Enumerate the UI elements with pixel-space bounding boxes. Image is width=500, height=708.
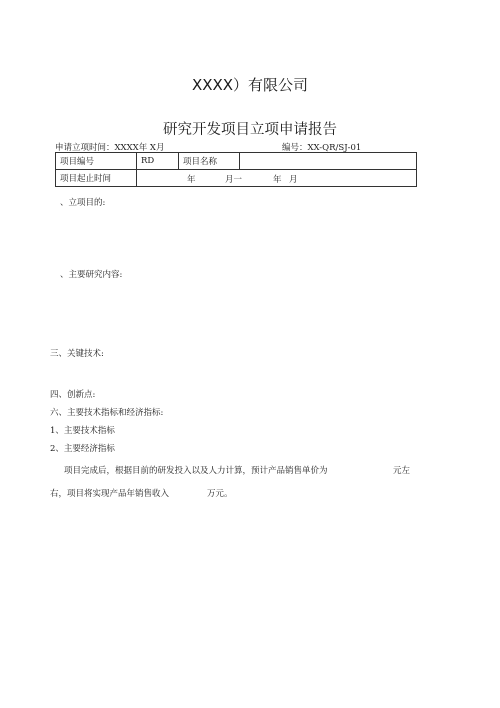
end-year-text: 年 bbox=[273, 175, 282, 185]
company-name: XXXX）有限公司 bbox=[191, 76, 309, 94]
period-value bbox=[137, 170, 417, 187]
section-tech-indicators: 1、主要技术指标 bbox=[50, 426, 115, 436]
end-month-text: 月 bbox=[289, 175, 298, 185]
section-economic-indicators: 2、主要经济指标 bbox=[50, 444, 115, 454]
section-key-technology: 三、关键技术: bbox=[50, 349, 104, 359]
start-month-to-text: 月一 bbox=[225, 175, 243, 185]
body-line-1-end: 元左 bbox=[393, 466, 411, 476]
project-info-table bbox=[55, 152, 417, 187]
project-name-label: 项目名称 bbox=[179, 153, 240, 170]
section-innovation: 四、创新点: bbox=[50, 390, 96, 400]
table-row bbox=[56, 170, 417, 187]
body-line-1: 项目完成后，根据目前的研发投入以及人力计算，预计产品销售单价为 bbox=[64, 466, 328, 476]
apply-time: 申请立项时间：XXXX年 X月 bbox=[55, 143, 165, 153]
document-number: 编号：XX-QR/SJ-01 bbox=[282, 143, 362, 153]
project-name-value bbox=[240, 153, 417, 170]
section-purpose: 、立项目的: bbox=[60, 198, 106, 208]
period-label: 项目起止时间 bbox=[56, 170, 137, 187]
start-year-text: 年 bbox=[187, 175, 196, 185]
section-indicators: 六、主要技术指标和经济指标: bbox=[50, 408, 164, 418]
table-row bbox=[56, 153, 417, 170]
body-line-2-end: 万元。 bbox=[207, 489, 233, 499]
project-no-label: 项目编号 bbox=[56, 153, 137, 170]
project-no-value: RD bbox=[137, 153, 179, 170]
section-research-content: 、主要研究内容: bbox=[60, 270, 123, 280]
document-title: 研究开发项目立项申请报告 bbox=[163, 122, 337, 138]
body-line-2: 右，项目将实现产品年销售收入 bbox=[50, 489, 170, 499]
